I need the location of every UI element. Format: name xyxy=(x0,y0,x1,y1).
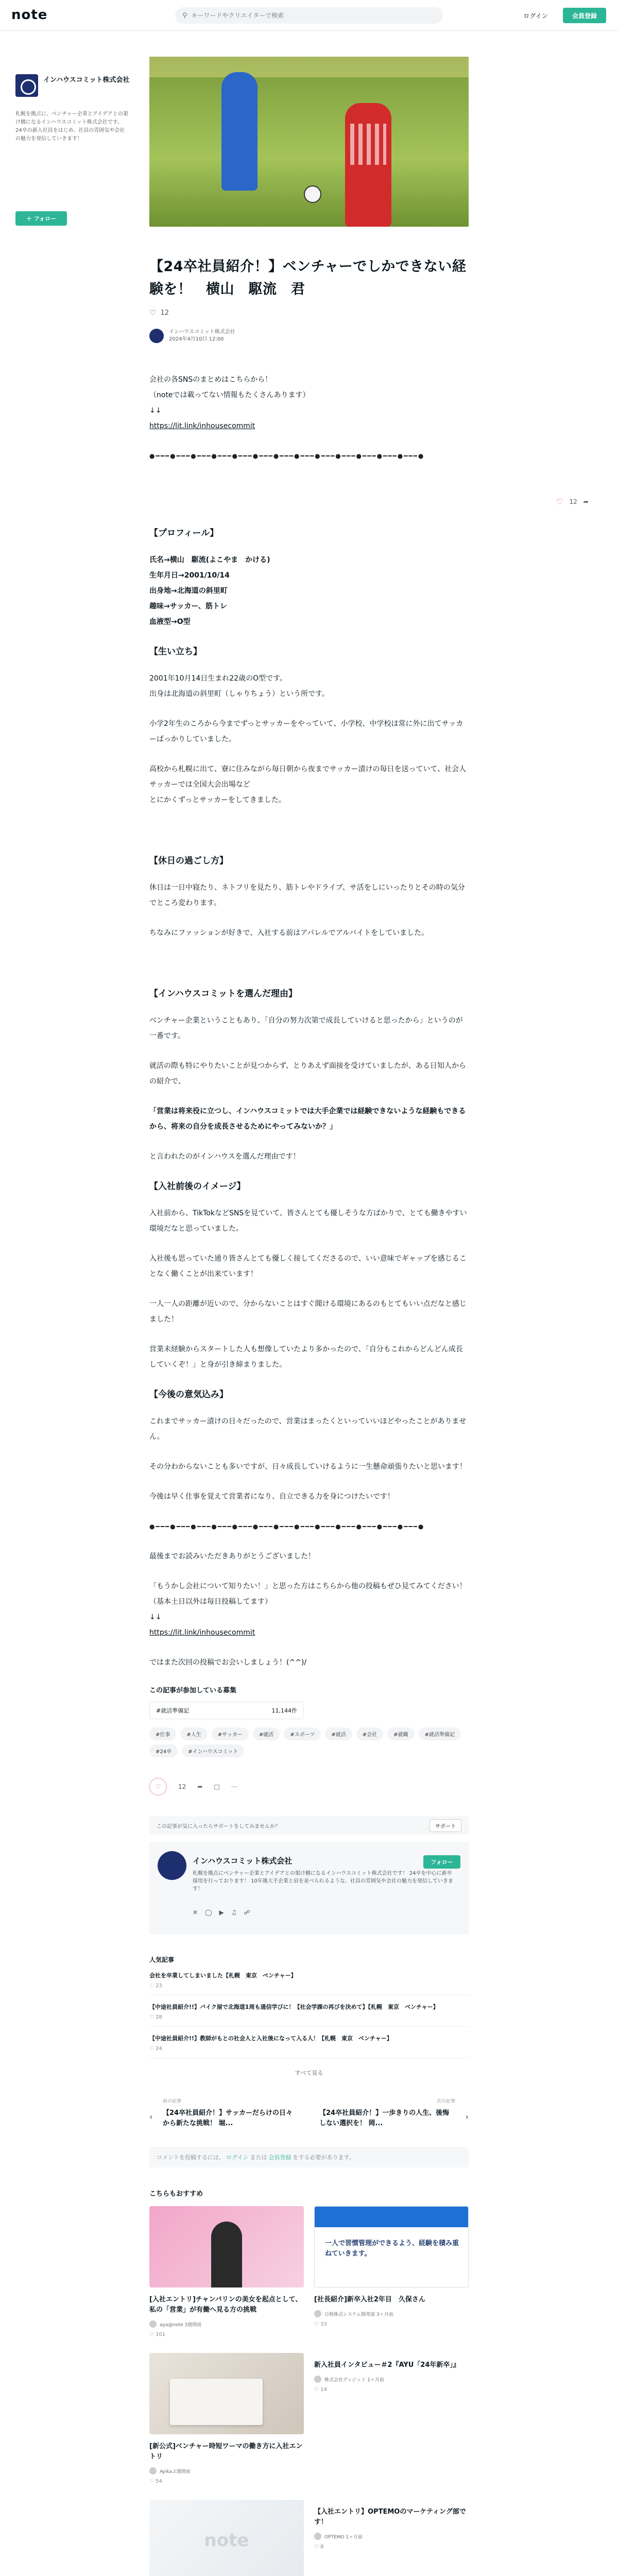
hashtag[interactable]: #仕事 xyxy=(149,1727,176,1740)
follow-label: フォロー xyxy=(33,215,57,222)
heart-icon: ♡ xyxy=(149,2479,154,2484)
recommend-card[interactable] xyxy=(149,2353,304,2484)
paragraph: 今後は早く仕事を覚えて営業者になり、自立できる力を身につけたいです！ xyxy=(149,1493,394,1501)
instagram-icon[interactable]: ◯ xyxy=(205,1909,212,1916)
intro-line: （noteでは載ってない情報もたくさんあります） xyxy=(149,391,310,399)
contest-tag-name: #就活準備記 xyxy=(156,1707,190,1714)
hashtag[interactable]: #就職 xyxy=(387,1727,414,1740)
card-thumbnail xyxy=(149,2353,304,2434)
section-heading-goal: 【今後の意気込み】 xyxy=(149,1389,228,1400)
hashtag-section-title: この記事が参加している募集 xyxy=(149,1687,237,1694)
paragraph: と言われたのがインハウスを選んだ理由です！ xyxy=(149,1153,300,1161)
next-title: 【24卒社員紹介！】一歩きりの人生、後悔しない選択を！ 岡... xyxy=(319,2109,450,2127)
card-likes: 8 xyxy=(320,2544,324,2550)
heart-icon: ♡ xyxy=(314,2387,319,2393)
contest-tag[interactable] xyxy=(149,1702,304,1719)
prev-title: 【24卒社員紹介！】サッカーだらけの日々から新たな挑戦！ 堀... xyxy=(163,2109,293,2127)
paragraph: 入社前から、TikTokなどSNSを見ていて、皆さんとても優しそうな方ばかりで、とても働きやすい環境だなと思っていました。 xyxy=(149,1209,467,1233)
paragraph: 2001年10月14日生まれ22歳のO型です。 xyxy=(149,674,287,683)
hashtag[interactable]: #スポーツ xyxy=(284,1727,321,1740)
paragraph: 最後までお読みいただきありがとうございました！ xyxy=(149,1552,315,1561)
profile-hobby: 趣味→サッカー、筋トレ xyxy=(149,602,227,611)
support-banner xyxy=(149,1816,469,1835)
support-text: この記事が気に入ったらサポートをしてみませんか？ xyxy=(157,1823,280,1829)
card-author-avatar xyxy=(149,2320,157,2328)
card-title: [社長紹介]新卒入社2年目 久保さん xyxy=(314,2296,425,2303)
litlink-link[interactable]: https://lit.link/inhousecommit xyxy=(149,422,255,430)
signup-button[interactable]: 会員登録 xyxy=(563,8,606,23)
card-thumbnail xyxy=(314,2206,469,2287)
heart-icon: ♡ xyxy=(149,2332,154,2337)
profile-avatar[interactable] xyxy=(158,1851,186,1880)
card-author-avatar xyxy=(149,2467,157,2475)
card-author: 日税株式システム開発部 3ヶ月前 xyxy=(324,2312,393,2317)
contest-tag-count: 11,144件 xyxy=(271,1707,297,1714)
youtube-icon[interactable]: ▶ xyxy=(219,1909,224,1916)
paragraph: 就活の際も特にやりたいことが見つからず、とりあえず面接を受けていましたが、ある日知人からの紹介で、 xyxy=(149,1062,466,1086)
paragraph: ベンチャー企業ということもあり、「自分の努力次第で成長していけると思ったから」というのが一番です。 xyxy=(149,1016,463,1040)
paragraph: 一人一人の距離が近いので、分からないことはすぐ聞ける環境にあるのもとてもいい点だなと感じました！ xyxy=(149,1300,467,1324)
recommend-card[interactable] xyxy=(149,2206,304,2337)
next-article-link[interactable] xyxy=(319,2097,469,2133)
heart-icon: ♡ xyxy=(149,2046,154,2052)
hashtag[interactable]: #就活 xyxy=(253,1727,280,1740)
more-icon[interactable]: ⋯ xyxy=(231,1783,237,1790)
support-button[interactable]: サポート xyxy=(430,1819,461,1832)
article-body xyxy=(149,372,469,1670)
hashtag[interactable]: #24卒 xyxy=(149,1744,178,1757)
reaction-bar xyxy=(149,1778,469,1795)
popular-item[interactable] xyxy=(149,1971,469,1995)
recommend-card[interactable] xyxy=(314,2206,469,2337)
popular-item-title: 【中途社員紹介!!】バイク屋で北海道1周も通信学びに！【社会学課の再びを決めて】【札幌 東京 ベンチャー】 xyxy=(149,2004,439,2010)
tiktok-icon[interactable]: ♫ xyxy=(231,1909,237,1916)
search-icon: ⚲ xyxy=(182,11,187,20)
like-button[interactable] xyxy=(149,1778,167,1795)
recommend-card[interactable] xyxy=(314,2500,469,2576)
comment-login-link[interactable]: ログイン xyxy=(226,2154,249,2161)
user-plus-icon: ＋ xyxy=(26,215,32,222)
search-bar[interactable] xyxy=(175,7,443,24)
see-all-link[interactable]: すべて見る xyxy=(295,2070,323,2076)
hashtag[interactable]: #就活 xyxy=(325,1727,352,1740)
profile-name: 氏名→横山 駆流(よこやま かける) xyxy=(149,556,270,564)
paragraph: 出身は北海道の斜里町（しゃりちょう）という所です。 xyxy=(149,690,329,698)
heart-icon: ♡ xyxy=(314,2544,319,2550)
popular-item-likes: 24 xyxy=(156,2046,162,2052)
comment-prefix: コメントを投稿するには、 xyxy=(157,2154,225,2161)
popular-item[interactable] xyxy=(149,2034,469,2058)
post-date: 2024年4月10日 12:00 xyxy=(169,336,224,342)
litlink-link-bottom[interactable]: https://lit.link/inhousecommit xyxy=(149,1629,255,1637)
heart-icon[interactable]: ♡ xyxy=(556,497,563,506)
paragraph: これまでサッカー漬けの日々だったので、営業はまったくといっていいほどやったことがありません。 xyxy=(149,1417,467,1441)
card-thumbnail-placeholder: note xyxy=(149,2500,304,2576)
section-heading-origin: 【生い立ち】 xyxy=(149,647,202,657)
paragraph: 営業未経験からスタートした人も想像していたより多かったので、「自分もこれからどんどん成長していくぞ！」と身が引き締まりました。 xyxy=(149,1345,463,1369)
recommend-title: こちらもおすすめ xyxy=(149,2190,203,2198)
hashtag[interactable]: #サッカー xyxy=(212,1727,249,1740)
card-title: [入社エントリ]チャンバリンの美女を起点として、私の「営業」が有働へ見る方の挑戦 xyxy=(149,2296,302,2314)
card-thumbnail xyxy=(149,2206,304,2287)
login-button[interactable]: ログイン xyxy=(517,8,555,23)
recommend-grid xyxy=(149,2206,469,2576)
profile-blood: 血液型→O型 xyxy=(149,618,191,626)
card-likes: 14 xyxy=(320,2387,327,2393)
hashtag-list xyxy=(149,1727,469,1757)
paragraph: とにかくずっとサッカーをしてきました。 xyxy=(149,796,286,804)
author-avatar[interactable] xyxy=(149,329,164,343)
heart-icon: ♡ xyxy=(149,1983,154,1989)
card-title: [新公式]ベンチャー時短ワーマの働き方に入社エントリ xyxy=(149,2443,303,2461)
search-input[interactable] xyxy=(192,12,436,19)
popular-item-likes: 28 xyxy=(156,2014,162,2020)
heart-icon: ♡ xyxy=(314,2321,319,2327)
card-author-avatar xyxy=(314,2533,321,2540)
separator: ●━━━●━━━●━━━●━━━●━━━●━━━●━━━●━━━●━━━●━━━●━━━●━━━●━━━● xyxy=(149,1523,425,1530)
creator-avatar[interactable] xyxy=(15,74,38,97)
heart-icon: ♡ xyxy=(149,2014,154,2020)
card-author: Ayikaぷ週間前 xyxy=(160,2469,191,2475)
paragraph-quote: 「営業は将来役に立つし、インハウスコミットでは大手企業では経験できないような経験もできるから、将来の自分を成長させるためにやってみないか？」 xyxy=(149,1107,466,1131)
creator-name[interactable]: インハウスコミット株式会社 xyxy=(43,76,130,84)
card-thumbnail-text: 一人で習慣管理ができるよう、経験を積み重ねていきます。 xyxy=(325,2240,459,2258)
profile-hometown: 出身地→北海道の斜里町 xyxy=(149,587,228,595)
creator-profile-card xyxy=(149,1842,469,1935)
card-author: 株式会社ディジット 1ヶ月前 xyxy=(324,2377,384,2383)
share-icon[interactable]: ➦ xyxy=(583,498,589,505)
hero-image xyxy=(149,57,469,227)
paragraph: 高校から札幌に出て、寮に住みながら毎日朝から夜までサッカー漬けの毎日を送っていて、社会人サッカーでは全国大会出場など xyxy=(149,765,467,789)
heart-icon: ♡ xyxy=(155,1783,161,1790)
comment-suffix: をする必要があります。 xyxy=(293,2154,355,2161)
card-likes: 33 xyxy=(320,2321,327,2327)
hashtag[interactable]: #会社 xyxy=(356,1727,383,1740)
comment-or: または xyxy=(250,2154,267,2161)
outro-arrow: ↓↓ xyxy=(149,1613,162,1621)
card-likes: 101 xyxy=(156,2332,166,2337)
profile-birth: 生年月日→2001/10/14 xyxy=(149,571,230,580)
card-author-avatar xyxy=(314,2310,321,2317)
recommend-card[interactable] xyxy=(314,2353,469,2484)
card-author: aya@note 3週間前 xyxy=(160,2322,202,2328)
paragraph: 休日は一日中寝たり、ネトフリを見たり、筋トレやドライブ、サ活をしにいったりとその時の気分でところ変わります。 xyxy=(149,884,465,907)
comment-login-prompt xyxy=(149,2147,469,2167)
like-count-bottom: 12 xyxy=(178,1783,186,1790)
hashtag[interactable]: #インハウスコミット xyxy=(182,1744,244,1757)
chevron-right-icon: › xyxy=(465,2112,469,2122)
intro-line: 会社の各SNSのまとめはこちらから！ xyxy=(149,376,272,384)
prev-article-link[interactable] xyxy=(149,2097,299,2133)
popular-title: 人気記事 xyxy=(149,1956,175,1963)
hashtag[interactable]: #就活準備記 xyxy=(419,1727,461,1740)
article-column xyxy=(149,57,469,2576)
author-name[interactable]: インハウスコミット株式会社 xyxy=(169,329,235,335)
x-icon[interactable]: ✕ xyxy=(193,1909,198,1916)
like-summary xyxy=(149,308,469,317)
site-header xyxy=(0,0,618,31)
popular-item[interactable] xyxy=(149,2003,469,2027)
floating-actions xyxy=(556,497,589,506)
card-author-avatar xyxy=(314,2376,321,2383)
intro-arrow: ↓↓ xyxy=(149,406,162,415)
section-heading-image: 【入社前後のイメージ】 xyxy=(149,1181,246,1192)
like-count-top: 12 xyxy=(160,309,169,317)
creator-description: 札幌を拠点に、ベンチャー企業とアイデアとの架け橋になるインハウスコミット株式会社です。24卒の新入社員をはじめ、社員の雰囲気や会社の魅力を発信していきます！ xyxy=(15,111,128,142)
prev-next-nav xyxy=(149,2097,469,2133)
recommend-card[interactable] xyxy=(149,2500,304,2576)
paragraph: その分わからないことも多いですが、日々成長していけるように一生懸命頑張りたいと思います！ xyxy=(149,1463,467,1471)
chevron-left-icon: ‹ xyxy=(149,2112,153,2122)
share-icon[interactable]: ➦ xyxy=(197,1783,203,1790)
paragraph: ちなみにファッションが好きで、入社する前はアパレルでアルバイトをしていました。 xyxy=(149,929,429,937)
prev-label: 前の記事 xyxy=(163,2099,182,2104)
separator: ●━━━●━━━●━━━●━━━●━━━●━━━●━━━●━━━●━━━●━━━●━━━●━━━●━━━● xyxy=(149,452,425,460)
paragraph: ではまた次回の投稿でお会いしましょう！(^^)/ xyxy=(149,1658,307,1667)
card-title: 【入社エントリ】OPTEMOのマーケティング部です！ xyxy=(314,2508,466,2526)
section-heading-holiday: 【休日の過ごし方】 xyxy=(149,856,228,866)
section-heading-profile: 【プロフィール】 xyxy=(149,528,219,538)
author-line xyxy=(149,329,469,343)
comment-signup-link[interactable]: 会員登録 xyxy=(268,2154,291,2161)
article-title: 【24卒社員紹介！】ベンチャーでしかできない経験を！ 横山 駆流 君 xyxy=(149,259,467,297)
social-links xyxy=(193,1909,250,1916)
paragraph: 「もうかし会社について知りたい！」と思った方はこちらから他の投稿もぜひ見てみてください！（基本土日以外は毎日投稿してます） xyxy=(149,1582,467,1606)
profile-description: 札幌を拠点にベンチャー企業とアイデアとの架け橋になるインハウスコミット株式会社です！ 24卒を中心に新卒採用を行っております！ 10年後大手企業と肩を並べられるような、社員の雰囲気や会社の魅力を発信していきます！ xyxy=(193,1871,453,1892)
popular-item-title: 【中途社員紹介!!】教師がもとの社会人と入社後になって入る人！【札幌 東京 ベンチャー】 xyxy=(149,2035,392,2042)
card-author: OPTEMO 1ヶ月前 xyxy=(324,2534,363,2540)
comment-icon[interactable]: □ xyxy=(214,1783,220,1790)
sidebar-follow-button[interactable] xyxy=(15,211,67,226)
card-title: 新入社員インタビュー＃2『AYU「24年新卒」』 xyxy=(314,2361,460,2369)
popular-item-title: 会社を卒業してしまいました【札幌 東京 ベンチャー】 xyxy=(149,1972,297,1979)
next-label: 次の記事 xyxy=(436,2099,455,2104)
link-icon[interactable]: ☍ xyxy=(244,1909,250,1916)
like-count: 12 xyxy=(569,498,577,505)
paragraph: 入社後も思っていた通り皆さんとても優しく接してくださるので、いい意味でギャップを感じることなく働くことが出来ています！ xyxy=(149,1255,467,1278)
profile-name[interactable]: インハウスコミット株式会社 xyxy=(193,1856,293,1866)
profile-follow-button[interactable]: フォロー xyxy=(423,1855,460,1869)
section-heading-reason: 【インハウスコミットを選んだ理由】 xyxy=(149,989,297,999)
note-logo[interactable]: note xyxy=(11,7,48,23)
hashtag[interactable]: #人生 xyxy=(180,1727,207,1740)
card-likes: 54 xyxy=(156,2479,162,2484)
paragraph: 小学2年生のころから今までずっとサッカーをやっていて、小学校、中学校は常に外に出てサッカーばっかりしていました。 xyxy=(149,720,464,743)
popular-item-likes: 23 xyxy=(156,1983,162,1989)
heart-outline-icon[interactable]: ♡ xyxy=(149,308,157,317)
